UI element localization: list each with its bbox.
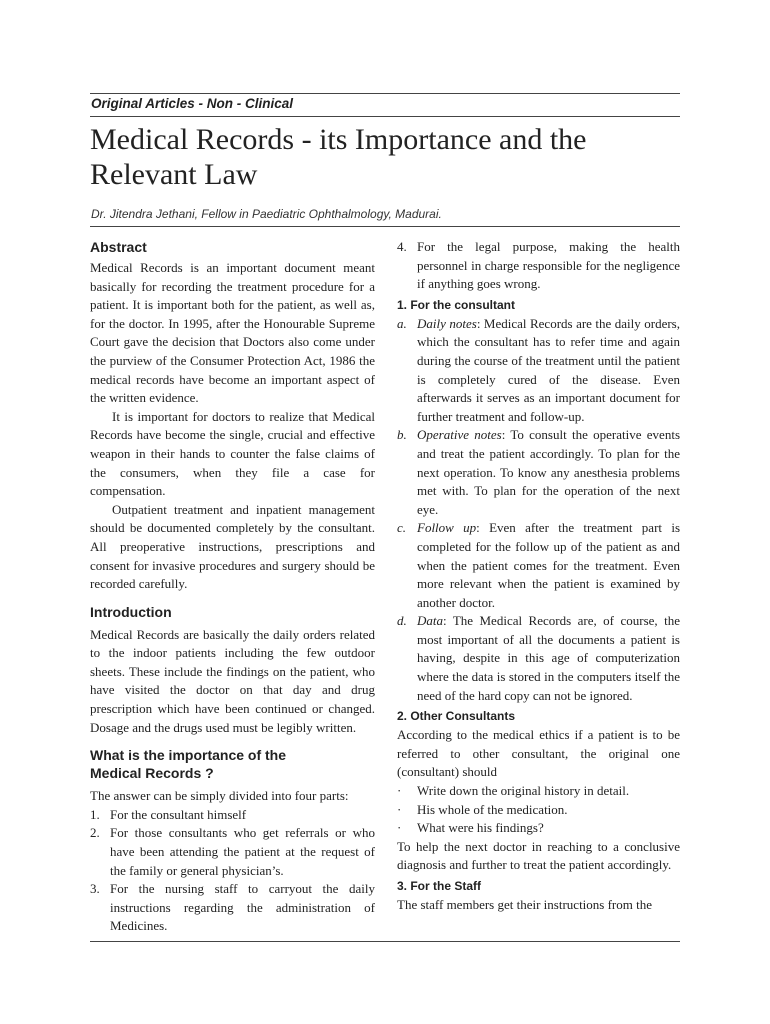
abstract-paragraph-1: Medical Records is an important document meant basically for recording the treatment procedure for a patient. It is important both for the patient, as well as, for the doctor. In 1995, after the Honourable Supreme Court gave the decision that Doctors also come under the purview of the Consumer Protection Act, 1986 the medical records have become an important aspect of the written evidence. [90,260,375,406]
top-rule [90,93,680,94]
bullet-marker: · [397,820,402,836]
list-text: For the consultant himself [110,806,247,822]
author-line: Dr. Jitendra Jethani, Fellow in Paediatric Ophthalmology, Madurai. [91,207,442,221]
list-text: : Medical Records are the daily orders, which the consultant has to refer time and again during the course of the treatment until the patient is completely cured of the disease. Even afterwards it serves as an important document for further treatment and follow-up. [417,315,680,424]
list-item [90,806,375,825]
list-item [397,519,680,612]
article-title [90,122,690,192]
bullet-item [397,819,680,838]
list-term: Follow up [417,520,477,536]
list-text: For those consultants who get referrals or who have been attending the patient at the request of the family or general physician’s. [110,825,375,878]
title-line-2: Relevant Law [90,158,258,191]
introduction-paragraph: Medical Records are basically the daily orders related to the indoor patients including the few outdoor sheets. These include the findings on the patient, who have visited the doctor on that day and drug prescription which have been continued or changed. Dosage and the drugs used must be legibly written. [90,626,375,735]
abstract-paragraph-2: It is important for doctors to realize that Medical Records have become the single, crucial and effective weapon in their hands to counter the false claims of the consumers, when they file a case for compensation. [90,408,375,499]
list-text: : The Medical Records are, of course, the most important of all the documents a patient is having, despite in this age of computerization where the data is stored in the computers itself the need of the hard copy can not be ignored. [417,613,680,703]
author-rule [90,226,680,227]
list-item [397,612,680,705]
list-marker: 2. [90,825,100,841]
bullet-text: Write down the original history in detail. [417,783,630,799]
other-consultants-closing: To help the next doctor in reaching to a conclusive diagnosis and further to treat the patient accordingly. [397,838,680,873]
consultant-heading: 1. For the consultant [397,297,516,312]
abstract-paragraph-3: Outpatient treatment and inpatient management should be documented completely by the consultant. All preoperative instructions, prescriptions and consent for invasive procedures and surgery should be recorded carefully. [90,501,375,592]
list-item [397,238,680,294]
section-label: Original Articles - Non - Clinical [91,96,294,111]
list-marker: a. [397,315,407,331]
bullet-marker: · [397,783,402,799]
list-term: Operative notes [417,427,502,443]
staff-heading: 3. For the Staff [397,879,482,893]
bullet-text: What were his findings? [417,820,544,836]
staff-paragraph: The staff members get their instructions from the [397,897,652,912]
other-consultants-heading: 2. Other Consultants [397,709,516,724]
list-marker: c. [397,520,407,536]
bullet-marker: · [397,801,402,817]
list-marker: 4. [397,239,407,254]
list-text: For the nursing staff to carryout the daily instructions regarding the administration of Medicines. [110,881,375,934]
list-term: Data [417,613,443,629]
bullet-item [397,801,680,820]
list-term: Daily notes [417,315,477,331]
list-marker: 3. [90,881,100,897]
section-rule [90,116,680,117]
title-line-1: Medical Records - its Importance and the [90,123,587,156]
bullet-item [397,782,680,801]
list-text: For the legal purpose, making the health personnel in charge responsible for the negligence if anything goes wrong. [417,239,680,292]
list-text: : Even after the treatment part is completed for the follow up of the patient as and when the patient comes for the treatment. Even more relevant when the patient is examined by another doctor. [417,520,681,610]
list-marker: b. [397,427,407,443]
left-column [90,238,375,936]
list-item [397,426,680,519]
importance-heading [90,746,375,782]
abstract-heading: Abstract [90,239,147,255]
importance-intro: The answer can be simply divided into four parts: [90,788,349,804]
importance-heading-line-1: What is the importance of the [90,747,287,764]
other-consultants-intro: According to the medical ethics if a patient is to be referred to other consultant, the original one (consultant) should [397,727,680,780]
list-marker: d. [397,613,407,629]
bullet-text: His whole of the medication. [417,801,568,817]
right-column [397,238,680,915]
list-item [90,880,375,936]
bottom-rule [90,941,680,942]
importance-heading-line-2: Medical Records ? [90,765,214,782]
list-marker: 1. [90,806,100,822]
list-item [397,315,680,427]
list-text: : To consult the operative events and treat the patient accordingly. To plan for the next operation. To know any anesthesia problems met with. To plan for the operation of the next eye. [417,427,681,517]
list-item [90,824,375,880]
introduction-heading: Introduction [90,603,172,620]
